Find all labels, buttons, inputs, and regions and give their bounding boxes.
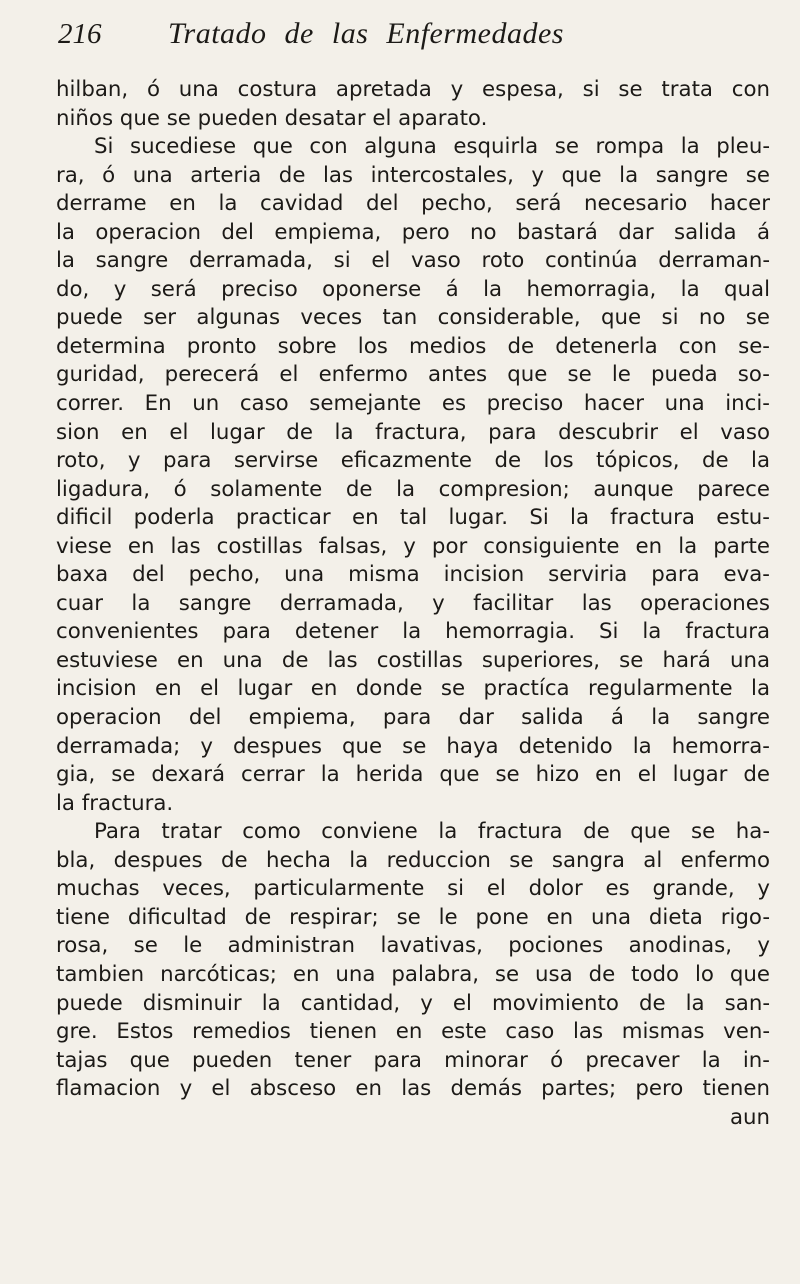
text-line: baxa del pecho, una misma incision serviria para eva-: [56, 562, 770, 588]
text-line: ligadura, ó solamente de la compresion; aunque parece: [56, 476, 770, 502]
text-line: do, y será preciso oponerse á la hemorragia, la qual: [56, 276, 770, 302]
text-line: la fractura.: [56, 790, 174, 816]
text-line: derramada; y despues que se haya detenido la hemorra-: [56, 733, 770, 759]
text-line: incision en el lugar en donde se practíca regularmente la: [56, 676, 770, 702]
text-line: Si sucediese que con alguna esquirla se rompa la pleu-: [94, 134, 770, 160]
text-line: gia, se dexará cerrar la herida que se hizo en el lugar de: [56, 762, 770, 788]
text-line: derrame en la cavidad del pecho, será necesario hacer: [56, 191, 770, 217]
text-line: estuviese en una de las costillas superiores, se hará una: [56, 647, 770, 673]
text-line: tambien narcóticas; en una palabra, se usa de todo lo que: [56, 961, 770, 987]
text-line: puede ser algunas veces tan considerable, que si no se: [56, 305, 770, 331]
running-head: [58, 14, 758, 54]
text-line: roto, y para servirse eficazmente de los tópicos, de la: [56, 448, 770, 474]
text-line: niños que se pueden desatar el aparato.: [56, 105, 488, 131]
text-line: correr. En un caso semejante es preciso hacer una inci-: [56, 391, 770, 417]
text-line: muchas veces, particularmente si el dolor es grande, y: [56, 876, 770, 902]
text-line: la operacion del empiema, pero no bastará dar salida á: [56, 219, 770, 245]
text-line: operacion del empiema, para dar salida á la sangre: [56, 705, 770, 731]
text-line: gre. Estos remedios tienen en este caso las mismas ven-: [56, 1019, 770, 1045]
text-line: ra, ó una arteria de las intercostales, y que la sangre se: [56, 162, 770, 188]
text-line: bla, despues de hecha la reduccion se sangra al enfermo: [56, 847, 770, 873]
text-line: puede disminuir la cantidad, y el movimiento de la san-: [56, 990, 770, 1016]
text-line: la sangre derramada, si el vaso roto continúa derraman-: [56, 248, 770, 274]
text-line: flamacion y el absceso en las demás partes; pero tienen: [56, 1076, 770, 1102]
running-title: Tratado de las Enfermedades: [168, 17, 564, 50]
catchword: aun: [729, 1104, 770, 1130]
text-line: sion en el lugar de la fractura, para descubrir el vaso: [56, 419, 770, 445]
text-line: rosa, se le administran lavativas, pociones anodinas, y: [56, 933, 770, 959]
text-line: cuar la sangre derramada, y facilitar las operaciones: [56, 590, 770, 616]
text-line: viese en las costillas falsas, y por consiguiente en la parte: [56, 533, 770, 559]
text-line: dificil poderla practicar en tal lugar. Si la fractura estu-: [56, 505, 770, 531]
text-line: Para tratar como conviene la fractura de que se ha-: [94, 819, 770, 845]
text-line: tiene dificultad de respirar; se le pone en una dieta rigo-: [56, 904, 770, 930]
text-line: tajas que pueden tener para minorar ó precaver la in-: [56, 1047, 770, 1073]
page-number: 216: [58, 18, 102, 50]
text-line: guridad, perecerá el enfermo antes que se le pueda so-: [56, 362, 770, 388]
text-line: hilban, ó una costura apretada y espesa, si se trata con: [56, 77, 770, 102]
text-line: determina pronto sobre los medios de detenerla con se-: [56, 333, 770, 359]
text-line: convenientes para detener la hemorragia. Si la fractura: [56, 619, 770, 645]
body-text: [56, 76, 770, 1132]
